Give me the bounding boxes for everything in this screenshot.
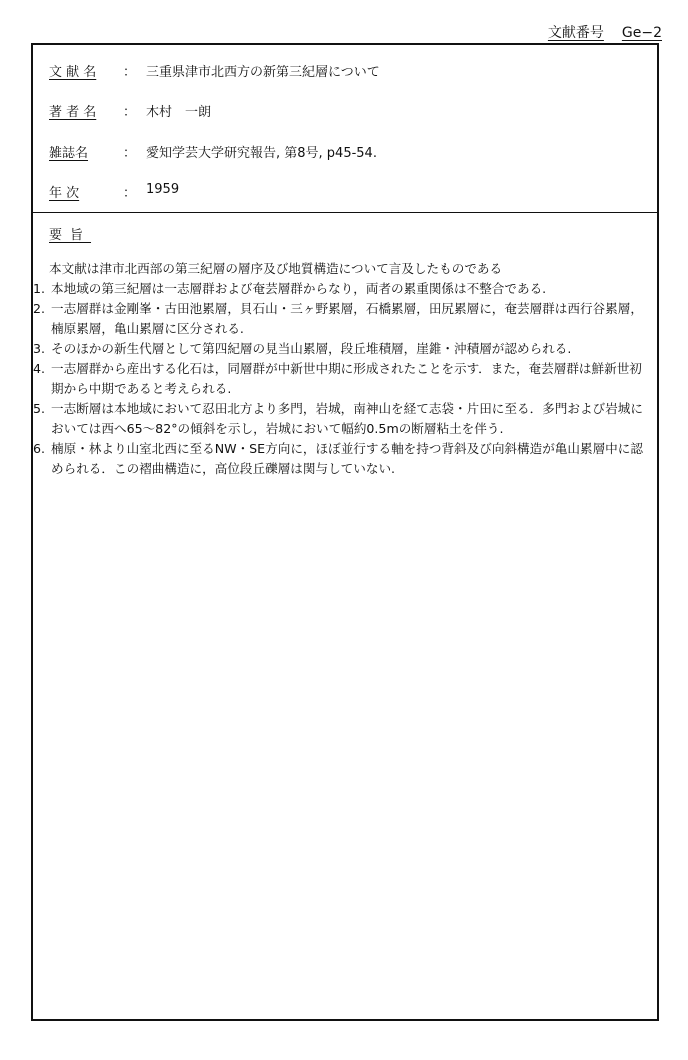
summary-item-number: 4. bbox=[33, 361, 46, 376]
summary-item bbox=[33, 439, 657, 479]
journal-label: 雑誌名 bbox=[49, 146, 89, 161]
summary-item-text: 一志層群から産出する化石は，同層群が中新世中期に形成されたことを示す．また，奄芸層群は鮮新世初期から中期であると考えられる. bbox=[51, 361, 642, 396]
summary-item bbox=[33, 279, 657, 299]
author-label: 著 者 名 bbox=[49, 105, 97, 120]
document-number bbox=[548, 22, 662, 42]
bibliography-block bbox=[33, 45, 657, 213]
summary-item-text: 一志層群は金剛峯・古田池累層，貝石山・三ヶ野累層，石橋累層，田尻累層に，奄芸層群は西行谷累層，楠原累層，亀山累層に区分される. bbox=[51, 301, 643, 336]
summary-item-text: 楠原・林より山室北西に至るNW・SE方向に，ほぼ並行する軸を持つ背斜及び向斜構造が亀山累層中に認められる．この褶曲構造に，高位段丘礫層は関与していない. bbox=[51, 441, 643, 476]
author-colon: ： bbox=[123, 105, 137, 120]
summary-item-number: 3. bbox=[33, 341, 46, 356]
year-value: 1959 bbox=[146, 182, 180, 197]
summary-intro: 本文献は津市北西部の第三紀層の層序及び地質構造について言及したものである bbox=[49, 261, 503, 276]
author-value: 木村 一朗 bbox=[146, 105, 212, 120]
summary-item bbox=[33, 339, 657, 359]
journal-value: 愛知学芸大学研究報告, 第8号, p45-54. bbox=[146, 146, 377, 161]
summary-item-number: 1. bbox=[33, 281, 46, 296]
summary-item-text: そのほかの新生代層として第四紀層の見当山累層，段丘堆積層，崖錐・沖積層が認められる. bbox=[51, 341, 572, 356]
summary-heading: 要旨 bbox=[49, 228, 92, 243]
summary-item-number: 6. bbox=[33, 441, 46, 456]
summary-item-number: 2. bbox=[33, 301, 46, 316]
summary-item bbox=[33, 359, 657, 399]
document-number-label: 文献番号 bbox=[547, 25, 604, 41]
summary-body bbox=[33, 259, 657, 479]
title-label: 文 献 名 bbox=[49, 65, 97, 80]
year-label: 年 次 bbox=[49, 186, 80, 201]
summary-item-text: 本地域の第三紀層は一志層群および奄芸層群からなり，両者の累重関係は不整合である. bbox=[51, 281, 547, 296]
title-value: 三重県津市北西方の新第三紀層について bbox=[146, 65, 380, 80]
journal-colon: ： bbox=[123, 146, 137, 161]
section-divider bbox=[33, 212, 657, 213]
summary-item bbox=[33, 399, 657, 439]
summary-item-text: 一志断層は本地域において忍田北方より多門，岩城，南神山を経て志袋・片田に至る．多門および岩城においては西へ65〜82°の傾斜を示し，岩城において幅約0.5mの断層粘土を伴う. bbox=[51, 401, 643, 436]
year-colon: ： bbox=[123, 186, 137, 201]
summary-item bbox=[33, 299, 657, 339]
document-number-value: Ge−2 bbox=[621, 25, 662, 41]
document-frame bbox=[31, 43, 659, 1021]
title-colon: ： bbox=[123, 65, 137, 80]
summary-item-number: 5. bbox=[33, 401, 46, 416]
